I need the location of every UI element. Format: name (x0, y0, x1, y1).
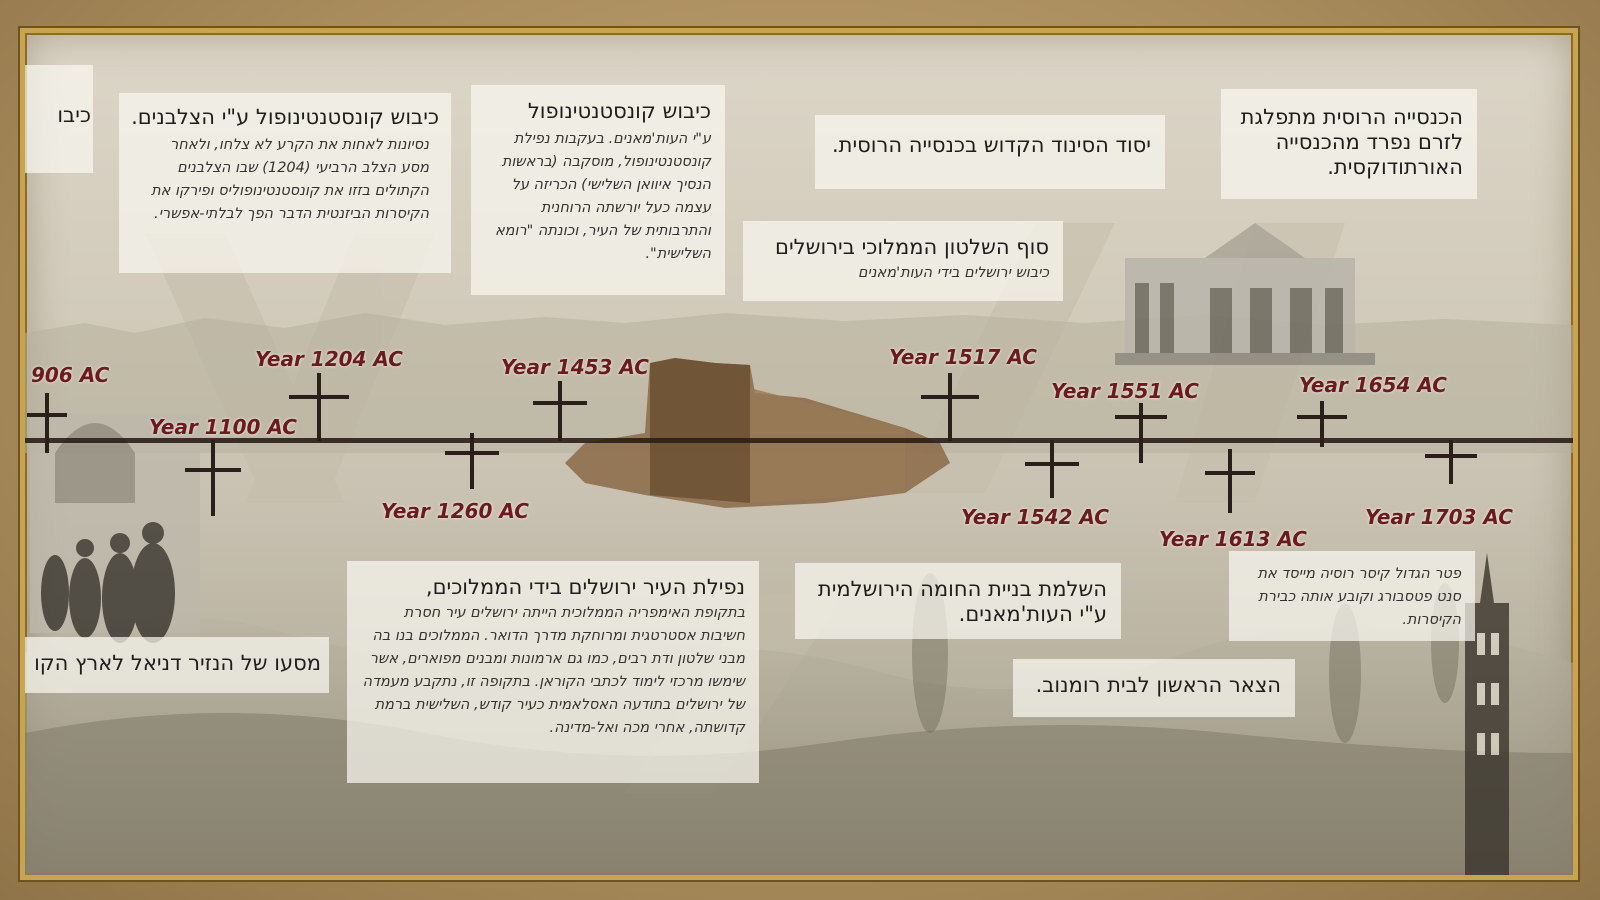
year-label-1613: Year 1613 AC (1159, 527, 1307, 551)
event-description: בתקופת האימפריה הממלוכית הייתה ירושלים עיר חסרת חשיבות אסטרטגית ומרוחקת מדרך הדואר. הממלוכים בנו בה מבני שלטון ודת רבים, כמו גם ארמונות ומבנים מפוארים, אשר שימשו מרכזי לימוד לכתבי הקוראן. בתקופה זו, נתקבע מעמדה של ירושלים בתודעה האסלאמית כעיר קודש, השלישית ברמת קדושתה, אחרי מכה ואל-מדינה. (362, 605, 745, 736)
event-box-cut-left (25, 65, 93, 173)
event-title: כיבוש קונסטנטינופול ע"י הצלבנים. (131, 105, 439, 129)
event-description: ע"י העות'מאנים. בעקבות נפילת קונסטנטינופול, מוסקבה (בראשות הנסיך איוואן השלישי) הכריזה על עצמה כעל יורשתה הרוחנית והתרבותית של העיר, וכונתה "רומא השלישית". (494, 131, 711, 262)
event-box-1260 (347, 561, 759, 783)
timeline-marker-1551 (1115, 403, 1167, 463)
timeline-marker-1100 (185, 440, 241, 516)
event-box-1703 (1229, 551, 1475, 641)
year-label-1654: Year 1654 AC (1299, 373, 1447, 397)
year-label-1204: Year 1204 AC (255, 347, 403, 371)
event-title: נפילת העיר ירושלים בידי הממלוכים, (425, 575, 745, 599)
timeline-marker-1542 (1025, 440, 1079, 498)
event-box-1204 (119, 93, 451, 273)
timeline-marker-1703 (1425, 440, 1477, 484)
timeline-marker-1517 (921, 373, 979, 441)
picture-frame (20, 28, 1578, 880)
event-box-daniel (25, 637, 329, 693)
timeline-marker-1453 (533, 381, 587, 441)
event-title: כיבוש קונסטנטינופול (527, 99, 711, 123)
event-title: סוף השלטון הממלוכי בירושלים (775, 235, 1049, 259)
event-description: כיבוש ירושלים בידי העות'מאנים (857, 265, 1049, 281)
event-title: הצאר הראשון לבית רומנוב. (1035, 673, 1281, 697)
timeline-marker-1654 (1297, 401, 1347, 447)
event-description: נסיונות לאחות את הקרע לא צלחו, ולאחר מסע הצלב הרביעי (1204) שבו הצלבנים הקתולים בזזו את קונסטנטינופוליס ופירקו את הקיסרות הביזנטית הדבר הפך לבלתי-אפשרי. (151, 137, 429, 222)
timeline-marker-906 (27, 393, 67, 453)
year-label-1100: Year 1100 AC (149, 415, 297, 439)
year-label-1551: Year 1551 AC (1051, 379, 1199, 403)
year-label-1517: Year 1517 AC (889, 345, 1037, 369)
year-label-1260: Year 1260 AC (381, 499, 529, 523)
event-title: מסעו של הנזיר דניאל לארץ הקו (34, 651, 321, 675)
event-box-1613 (1013, 659, 1295, 717)
year-label-1703: Year 1703 AC (1365, 505, 1513, 529)
timeline-marker-1260 (445, 433, 499, 489)
year-label-1542: Year 1542 AC (961, 505, 1109, 529)
year-label-906: 906 AC (31, 363, 110, 387)
timeline-marker-1613 (1205, 449, 1255, 513)
event-box-1542 (795, 563, 1121, 639)
event-box-1517 (743, 221, 1063, 301)
event-box-1453 (471, 85, 725, 295)
event-title: יסוד הסינוד הקדוש בכנסייה הרוסית. (831, 133, 1151, 157)
event-title: השלמת בניית החומה הירושלמית ע"י העות'מאנים. (817, 577, 1107, 626)
timeline-marker-1204 (289, 373, 349, 441)
event-title: כיבו (57, 103, 91, 127)
event-box-synod (815, 115, 1165, 189)
event-box-church-split (1221, 89, 1477, 199)
year-label-1453: Year 1453 AC (501, 355, 649, 379)
event-description: פטר הגדול קיסר רוסיה מייסד את סנט פטסבורג וקובע אותה כבירת הקיסרות. (1257, 566, 1461, 628)
event-title: הכנסייה הרוסית מתפלגת לזרם נפרד מהכנסייה האורתודוקסית. (1240, 105, 1463, 179)
